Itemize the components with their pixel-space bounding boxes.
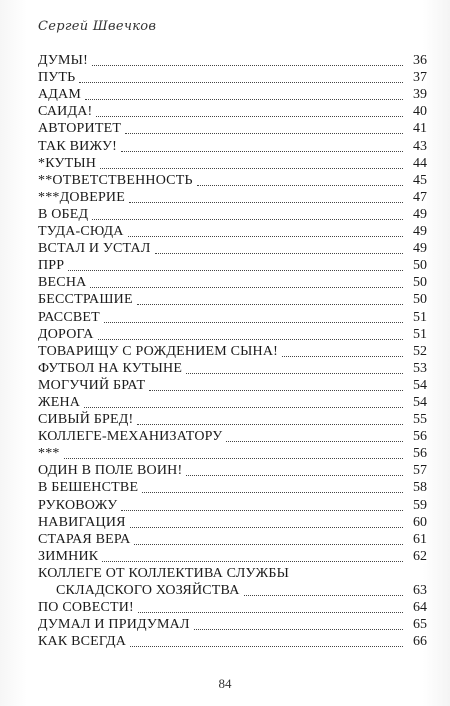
toc-entry-page: 37: [405, 71, 427, 85]
toc-entry-title: ТОВАРИЩУ С РОЖДЕНИЕМ СЫНА!: [38, 343, 279, 359]
toc-entry-page: 56: [405, 430, 427, 444]
toc-entry-title: СИВЫЙ БРЕД!: [38, 412, 134, 428]
toc-entry-page: 49: [405, 242, 427, 256]
toc-leader-dots: [186, 373, 403, 374]
toc-entry: [38, 343, 427, 360]
toc-leader-dots: [226, 441, 403, 442]
toc-entry-page: 49: [405, 225, 427, 239]
toc-entry: [38, 52, 427, 69]
toc-leader-dots: [125, 133, 403, 134]
toc-leader-dots: [102, 561, 403, 562]
toc-entry: [38, 223, 427, 240]
toc-entry-title: ДОРОГА: [38, 326, 94, 342]
toc-entry-page: 54: [405, 379, 427, 393]
toc-entry: [38, 565, 427, 582]
toc-entry-page: 60: [405, 516, 427, 530]
toc-entry-page: 40: [405, 105, 427, 119]
toc-entry: [38, 377, 427, 394]
toc-entry: [38, 120, 427, 137]
toc-entry-page: 44: [405, 157, 427, 171]
toc-entry: [38, 240, 427, 257]
toc-entry: [38, 308, 427, 325]
toc-entry: [38, 428, 427, 445]
toc-entry-title: НАВИГАЦИЯ: [38, 514, 126, 530]
toc-leader-dots: [138, 612, 403, 613]
toc-entry-page: 50: [405, 259, 427, 273]
toc-entry-title: ФУТБОЛ НА КУТЫНЕ: [38, 360, 183, 376]
toc-entry-title: ЗИМНИК: [38, 548, 99, 564]
toc-leader-dots: [137, 304, 403, 305]
toc-entry-page: 52: [405, 345, 427, 359]
toc-entry-title: ТУДА-СЮДА: [38, 224, 124, 240]
toc-entry: [38, 86, 427, 103]
toc-entry-title: КАК ВСЕГДА: [38, 634, 127, 650]
toc-entry: [38, 445, 427, 462]
toc-entry: [38, 172, 427, 189]
toc-leader-dots: [90, 287, 403, 288]
toc-leader-dots: [282, 356, 403, 357]
table-of-contents: [38, 52, 427, 650]
toc-leader-dots: [137, 424, 403, 425]
toc-entry: [38, 582, 427, 599]
toc-entry: [38, 514, 427, 531]
toc-entry: [38, 326, 427, 343]
toc-leader-dots: [64, 458, 403, 459]
toc-entry: [38, 479, 427, 496]
toc-entry-title: ВЕСНА: [38, 275, 87, 291]
toc-entry: [38, 616, 427, 633]
toc-entry-page: 49: [405, 208, 427, 222]
toc-leader-dots: [98, 339, 403, 340]
toc-entry-title: ***ДОВЕРИЕ: [38, 189, 125, 205]
toc-leader-dots: [129, 202, 403, 203]
page-number: 84: [218, 676, 232, 691]
toc-entry-title: ПУТЬ: [38, 70, 76, 86]
toc-leader-dots: [92, 65, 403, 66]
toc-entry-page: 51: [405, 328, 427, 342]
toc-entry-page: 55: [405, 413, 427, 427]
toc-entry-page: 65: [405, 618, 427, 632]
toc-entry-page: 50: [405, 293, 427, 307]
toc-leader-dots: [186, 475, 403, 476]
toc-leader-dots: [155, 253, 403, 254]
toc-leader-dots: [142, 492, 403, 493]
toc-entry: [38, 103, 427, 120]
toc-entry-title: ***: [38, 446, 60, 462]
toc-entry: [38, 531, 427, 548]
toc-entry-title: *КУТЫН: [38, 155, 97, 171]
toc-leader-dots: [121, 151, 403, 152]
toc-entry-title: МОГУЧИЙ БРАТ: [38, 377, 146, 393]
toc-leader-dots: [134, 544, 403, 545]
running-header-author: Сергей Швечков: [38, 19, 157, 34]
toc-entry-page: 45: [405, 174, 427, 188]
toc-entry-title: В ОБЕД: [38, 206, 89, 222]
toc-entry-title: КОЛЛЕГЕ-МЕХАНИЗАТОРУ: [38, 429, 223, 445]
toc-entry-page: 39: [405, 88, 427, 102]
toc-entry: [38, 69, 427, 86]
toc-entry: [38, 189, 427, 206]
toc-entry-title: АВТОРИТЕТ: [38, 121, 122, 137]
toc-leader-dots: [68, 270, 403, 271]
toc-entry-title: **ОТВЕТСТВЕННОСТЬ: [38, 172, 193, 188]
toc-entry-title: СКЛАДСКОГО ХОЗЯЙСТВА: [56, 583, 240, 598]
toc-leader-dots: [96, 116, 403, 117]
toc-leader-dots: [197, 185, 403, 186]
toc-entry-page: 59: [405, 499, 427, 513]
toc-entry-page: 66: [405, 635, 427, 649]
toc-entry-title: СТАРАЯ ВЕРА: [38, 531, 131, 547]
toc-entry: [38, 548, 427, 565]
toc-leader-dots: [100, 168, 403, 169]
toc-entry-page: 36: [405, 54, 427, 68]
toc-entry-page: 41: [405, 122, 427, 136]
toc-entry: [38, 411, 427, 428]
toc-entry: [38, 633, 427, 650]
toc-entry-title: ОДИН В ПОЛЕ ВОИН!: [38, 463, 183, 479]
toc-entry: [38, 291, 427, 308]
toc-entry-page: 62: [405, 550, 427, 564]
toc-entry: [38, 496, 427, 513]
toc-entry-page: 53: [405, 362, 427, 376]
toc-entry: [38, 599, 427, 616]
toc-entry-title: РАССВЕТ: [38, 309, 100, 325]
toc-entry-page: 50: [405, 276, 427, 290]
toc-entry: [38, 257, 427, 274]
toc-entry-page: 61: [405, 533, 427, 547]
toc-entry-title: В БЕШЕНСТВЕ: [38, 480, 139, 496]
toc-entry: [38, 206, 427, 223]
toc-leader-dots: [149, 390, 403, 391]
toc-leader-dots: [121, 510, 403, 511]
toc-entry: [38, 274, 427, 291]
toc-entry-page: 64: [405, 601, 427, 615]
toc-entry-title: ТАК ВИЖУ!: [38, 138, 117, 154]
toc-entry-title: ДУМЫ!: [38, 53, 88, 69]
toc-leader-dots: [194, 629, 403, 630]
toc-leader-dots: [128, 236, 403, 237]
toc-leader-dots: [130, 646, 403, 647]
toc-entry-title: ПРР: [38, 258, 65, 274]
toc-entry-page: 57: [405, 464, 427, 478]
toc-entry-title: БЕССТРАШИЕ: [38, 292, 133, 308]
toc-entry-title: КОЛЛЕГЕ ОТ КОЛЛЕКТИВА СЛУЖБЫ: [38, 565, 290, 581]
toc-entry-page: 47: [405, 191, 427, 205]
toc-leader-dots: [92, 219, 403, 220]
toc-entry-page: 43: [405, 140, 427, 154]
toc-leader-dots: [79, 82, 403, 83]
toc-leader-dots: [85, 99, 403, 100]
toc-entry: [38, 394, 427, 411]
toc-entry-title: АДАМ: [38, 87, 82, 103]
toc-leader-dots: [244, 595, 403, 596]
toc-leader-dots: [84, 407, 403, 408]
toc-leader-dots: [130, 527, 403, 528]
toc-entry-page: 58: [405, 481, 427, 495]
toc-entry: [38, 462, 427, 479]
toc-entry-title: РУКОВОЖУ: [38, 497, 118, 513]
toc-entry-title: ДУМАЛ И ПРИДУМАЛ: [38, 617, 190, 633]
toc-leader-dots: [104, 322, 403, 323]
toc-entry-title: ЖЕНА: [38, 394, 81, 410]
toc-entry-page: 54: [405, 396, 427, 410]
toc-entry-title: ВСТАЛ И УСТАЛ: [38, 241, 151, 257]
toc-entry: [38, 360, 427, 377]
toc-entry-title: САИДА!: [38, 104, 93, 120]
toc-entry-page: 51: [405, 311, 427, 325]
toc-entry-title: ПО СОВЕСТИ!: [38, 600, 134, 616]
toc-entry-page: 56: [405, 447, 427, 461]
toc-entry: [38, 155, 427, 172]
toc-entry-page: 63: [405, 584, 427, 598]
toc-entry: [38, 137, 427, 154]
